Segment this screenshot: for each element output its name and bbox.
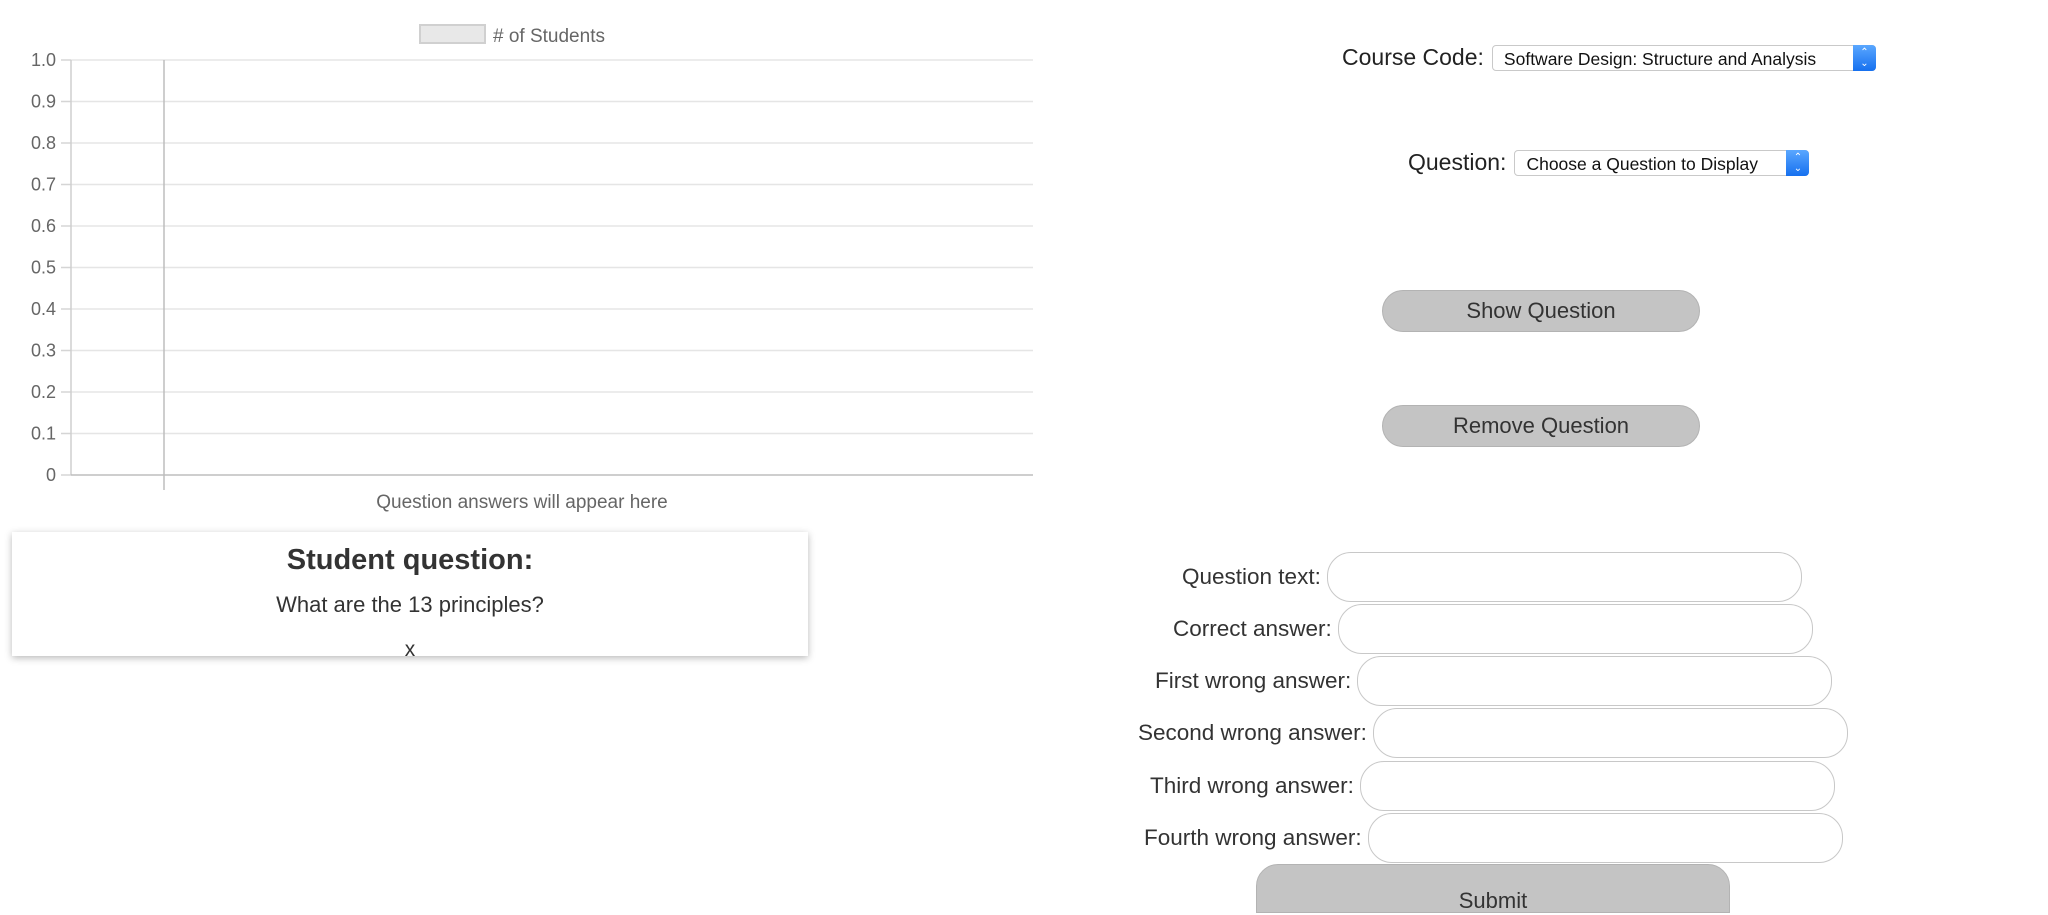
first-wrong-answer-input[interactable] [1357,656,1832,706]
second-wrong-answer-label: Second wrong answer: [1138,720,1367,745]
second-wrong-answer-input[interactable] [1373,708,1848,758]
chart-y-tick-label: 0.4 [30,299,56,319]
chart-y-tick-label: 0.5 [30,257,56,278]
correct-answer-label: Correct answer: [1173,616,1332,641]
course-code-value: Software Design: Structure and Analysis [1503,48,1817,69]
student-question-title: Student question: [286,544,534,576]
chart-y-tick-label: 0 [45,465,56,485]
dismiss-question-button[interactable]: x [404,638,416,661]
correct-answer-input[interactable] [1338,604,1813,654]
chart-y-tick-label: 0.2 [30,382,56,402]
fourth-wrong-answer-row [1144,813,1843,863]
chart-y-tick-label: 0.9 [30,91,56,112]
chart-y-tick-label: 0.6 [30,216,56,236]
student-question-text: What are the 13 principles? [276,592,544,617]
legend-label: # of Students [493,26,605,47]
select-chevron-icon: ⌃ ⌄ [1853,45,1876,71]
chart-gridlines [71,60,1033,434]
course-code-select[interactable] [1492,45,1876,71]
chart-y-tick-label: 1.0 [30,50,56,70]
answers-bar-chart [0,0,1040,520]
question-select[interactable] [1514,150,1809,176]
chart-y-tick-label: 0.3 [30,340,56,361]
question-text-label: Question text: [1182,564,1321,589]
select-chevron-icon: ⌃ ⌄ [1786,150,1809,176]
show-question-button[interactable]: Show Question [1382,290,1700,332]
question-select-row [1408,149,1809,176]
chart-y-tick-label: 0.7 [30,174,56,195]
first-wrong-answer-row [1155,656,1832,706]
question-text-input[interactable] [1327,552,1802,602]
question-text-row [1182,552,1802,602]
second-wrong-answer-row [1138,708,1848,758]
question-label: Question: [1408,149,1507,175]
correct-answer-row [1173,604,1813,654]
first-wrong-answer-label: First wrong answer: [1155,668,1352,693]
chart-y-tick-label: 0.1 [30,423,56,444]
question-select-value: Choose a Question to Display [1526,153,1758,174]
third-wrong-answer-row [1150,761,1835,811]
legend-swatch [420,25,485,43]
course-code-label: Course Code: [1342,44,1484,70]
third-wrong-answer-label: Third wrong answer: [1150,773,1354,798]
fourth-wrong-answer-input[interactable] [1368,813,1843,863]
chart-x-axis-label: Question answers will appear here [376,492,668,513]
chart-y-tick-label: 0.8 [30,133,56,153]
third-wrong-answer-input[interactable] [1360,761,1835,811]
remove-question-button[interactable]: Remove Question [1382,405,1700,447]
submit-button[interactable]: Submit [1256,864,1730,913]
fourth-wrong-answer-label: Fourth wrong answer: [1144,825,1362,850]
course-code-row [1342,44,1876,71]
chart-y-axis [31,50,71,485]
student-question-card [12,532,808,661]
